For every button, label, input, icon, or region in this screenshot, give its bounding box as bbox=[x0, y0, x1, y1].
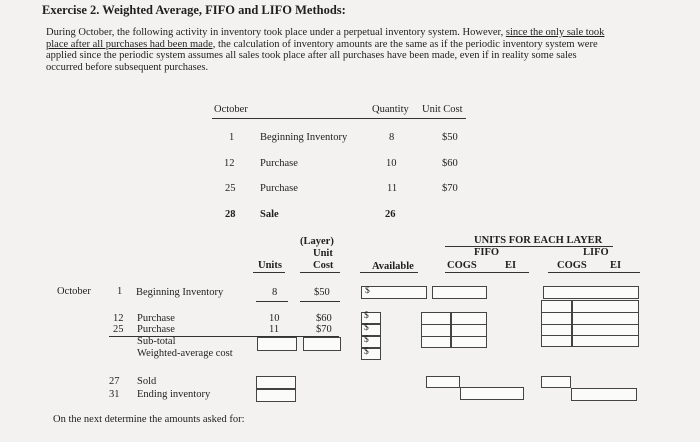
lifo-grid-rule-2 bbox=[541, 324, 639, 325]
exercise-title: Exercise 2. Weighted Average, FIFO and LIFO Methods: bbox=[42, 3, 346, 17]
lifo-grid-rule-3 bbox=[541, 335, 639, 336]
layer-sold-description: Sold bbox=[137, 376, 157, 387]
fifo-step-line bbox=[459, 376, 460, 388]
sold-units-input[interactable] bbox=[256, 376, 296, 389]
layer-purchase2-units: 11 bbox=[269, 324, 280, 335]
layer-header-cogs-lifo: COGS bbox=[557, 260, 587, 271]
cost-header-rule bbox=[300, 272, 340, 273]
intro-line-2-underlined: place after all purchases had been made, bbox=[46, 38, 216, 50]
activity-row-1-unit-cost: $50 bbox=[442, 132, 458, 143]
intro-line-1-text: During October, the following activity in inventory took place under a perpetual inventory system. However, bbox=[46, 27, 504, 38]
activity-row-2-description: Purchase bbox=[260, 158, 298, 169]
purchase1-available-dollar: $ bbox=[364, 311, 369, 321]
layer-purchase2-cost: $70 bbox=[316, 324, 332, 335]
intro-line-2 bbox=[46, 39, 598, 51]
fifo-grid-rule-1 bbox=[421, 324, 487, 325]
layer-beginning-cost: $50 bbox=[314, 287, 330, 298]
fifo-header-rule bbox=[445, 272, 529, 273]
fifo-purchase-ei-box[interactable] bbox=[451, 312, 487, 348]
layer-beginning-units: 8 bbox=[272, 287, 278, 298]
layer-weighted-description: Weighted-average cost bbox=[137, 348, 233, 359]
activity-row-1-description: Beginning Inventory bbox=[260, 132, 348, 143]
weighted-available-input[interactable] bbox=[361, 348, 381, 360]
activity-row-1-quantity: 8 bbox=[389, 132, 395, 143]
layer-purchase1-units: 10 bbox=[269, 313, 280, 324]
layer-header-ei-fifo: EI bbox=[505, 260, 517, 271]
layer-header-line-1: (Layer) bbox=[300, 236, 334, 247]
lifo-header-rule bbox=[548, 272, 640, 273]
layer-purchase2-description: Purchase bbox=[137, 324, 175, 335]
layer-header-units-each-layer: UNITS FOR EACH LAYER bbox=[474, 235, 603, 246]
intro-line-1 bbox=[46, 27, 604, 39]
activity-row-3-quantity: 11 bbox=[387, 183, 398, 194]
activity-header-rule bbox=[212, 118, 466, 119]
layer-beginning-day: 1 bbox=[117, 286, 123, 297]
layer-purchase2-day: 25 bbox=[113, 324, 124, 335]
activity-row-1-day: 1 bbox=[229, 132, 235, 143]
beginning-units-rule bbox=[256, 301, 288, 302]
activity-row-2-unit-cost: $60 bbox=[442, 158, 458, 169]
activity-header-quantity: Quantity bbox=[372, 104, 409, 115]
layer-header-line-2: Unit bbox=[313, 248, 333, 259]
layer-header-fifo: FIFO bbox=[474, 247, 500, 258]
units-header-rule bbox=[253, 272, 285, 273]
activity-row-4-description: Sale bbox=[260, 209, 279, 220]
layer-month: October bbox=[57, 286, 91, 297]
ending-units-input[interactable] bbox=[256, 389, 296, 402]
layer-header-units: Units bbox=[258, 260, 282, 271]
fifo-ending-box[interactable] bbox=[460, 387, 524, 400]
intro-line-3: applied since the periodic system assumes all sales took place after all purchases have been made, even if in reality some sales bbox=[46, 50, 577, 61]
footer-instruction: On the next determine the amounts asked for: bbox=[53, 414, 245, 425]
intro-line-1-underlined: since the only sale took bbox=[505, 27, 605, 38]
activity-row-2-day: 12 bbox=[224, 158, 235, 169]
purchase2-available-dollar: $ bbox=[364, 323, 369, 333]
layer-beginning-description: Beginning Inventory bbox=[136, 287, 224, 298]
subtotal-units-input[interactable] bbox=[257, 337, 297, 351]
fifo-grid-rule-2 bbox=[421, 336, 487, 337]
activity-header-unit-cost: Unit Cost bbox=[422, 104, 463, 115]
layer-sold-day: 27 bbox=[109, 376, 120, 387]
layer-purchase1-description: Purchase bbox=[137, 313, 175, 324]
layer-header-lifo: LIFO bbox=[583, 247, 609, 258]
beginning-available-dollar: $ bbox=[365, 286, 370, 296]
beginning-fifo-input[interactable] bbox=[432, 286, 487, 299]
layer-purchase1-day: 12 bbox=[113, 313, 124, 324]
activity-header-month: October bbox=[214, 104, 248, 115]
subtotal-available-dollar: $ bbox=[364, 335, 369, 345]
activity-row-2-quantity: 10 bbox=[386, 158, 397, 169]
layer-header-ei-lifo: EI bbox=[610, 260, 622, 271]
layer-ending-description: Ending inventory bbox=[137, 389, 211, 400]
subtotal-cost-input[interactable] bbox=[303, 337, 341, 351]
layer-subtotal-description: Sub-total bbox=[137, 336, 176, 347]
intro-line-2-text: the calculation of inventory amounts are the same as if the periodic inventory system were bbox=[218, 38, 598, 50]
activity-row-4-quantity: 26 bbox=[385, 209, 396, 220]
intro-line-4: occurred before subsequent purchases. bbox=[46, 61, 209, 73]
lifo-sold-box[interactable] bbox=[541, 376, 571, 388]
beginning-cost-rule bbox=[300, 301, 340, 302]
layer-ending-day: 31 bbox=[109, 389, 120, 400]
activity-row-3-description: Purchase bbox=[260, 183, 298, 194]
layer-header-cogs-fifo: COGS bbox=[447, 260, 477, 271]
activity-row-3-day: 25 bbox=[225, 183, 236, 194]
activity-row-4-day: 28 bbox=[225, 209, 236, 220]
layer-purchase1-cost: $60 bbox=[316, 313, 332, 324]
beginning-lifo-input[interactable] bbox=[543, 286, 639, 299]
layer-header-line-3: Cost bbox=[313, 260, 334, 271]
activity-row-3-unit-cost: $70 bbox=[442, 183, 458, 194]
fifo-purchase-cogs-box[interactable] bbox=[421, 312, 451, 348]
beginning-available-input[interactable] bbox=[361, 286, 427, 299]
weighted-available-dollar: $ bbox=[364, 347, 369, 357]
fifo-sold-box[interactable] bbox=[426, 376, 460, 388]
layer-header-rule bbox=[445, 246, 613, 247]
lifo-grid-rule-1 bbox=[541, 312, 639, 313]
available-header-rule bbox=[360, 272, 418, 273]
lifo-ending-box[interactable] bbox=[571, 388, 637, 401]
layer-header-available: Available bbox=[372, 261, 414, 272]
